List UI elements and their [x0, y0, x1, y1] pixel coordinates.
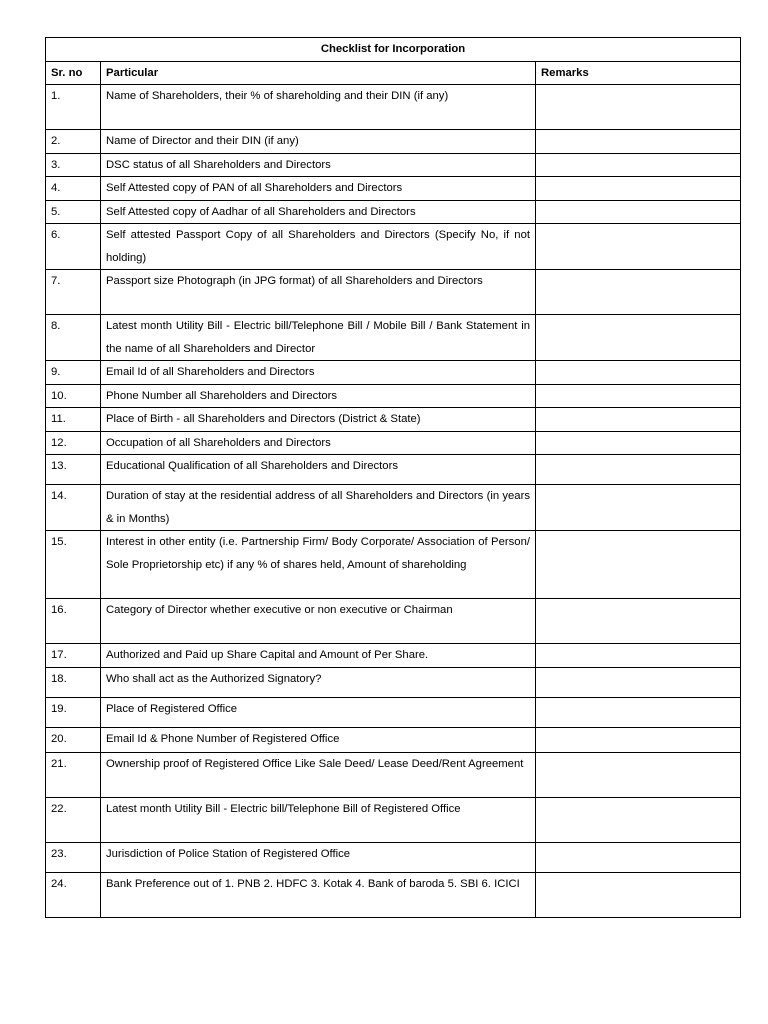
particular-cell: Name of Director and their DIN (if any)	[101, 130, 536, 154]
remarks-cell	[536, 727, 741, 752]
table-row	[46, 644, 741, 668]
particular-cell: Email Id of all Shareholders and Directors	[101, 361, 536, 385]
sr-no-cell: 5.	[46, 200, 101, 224]
sr-no-cell: 3.	[46, 153, 101, 177]
table-row	[46, 85, 741, 130]
particular-cell: Latest month Utility Bill - Electric bill/Telephone Bill of Registered Office	[101, 797, 536, 842]
sr-no-cell: 9.	[46, 361, 101, 385]
sr-no-cell: 12.	[46, 431, 101, 455]
remarks-cell	[536, 315, 741, 361]
sr-no-cell: 2.	[46, 130, 101, 154]
particular-cell: Ownership proof of Registered Office Like Sale Deed/ Lease Deed/Rent Agreement	[101, 752, 536, 797]
table-row	[46, 200, 741, 224]
particular-cell: Authorized and Paid up Share Capital and Amount of Per Share.	[101, 644, 536, 668]
remarks-cell	[536, 361, 741, 385]
particular-cell: Category of Director whether executive or non executive or Chairman	[101, 599, 536, 644]
header-sr-no: Sr. no	[46, 61, 101, 85]
sr-no-cell: 19.	[46, 697, 101, 727]
checklist-title: Checklist for Incorporation	[46, 38, 741, 62]
particular-cell: Jurisdiction of Police Station of Registered Office	[101, 842, 536, 872]
sr-no-cell: 4.	[46, 177, 101, 201]
remarks-cell	[536, 531, 741, 599]
sr-no-cell: 15.	[46, 531, 101, 599]
table-row	[46, 408, 741, 432]
particular-cell: Bank Preference out of 1. PNB 2. HDFC 3. Kotak 4. Bank of baroda 5. SBI 6. ICICI	[101, 872, 536, 917]
particular-cell: Passport size Photograph (in JPG format) of all Shareholders and Directors	[101, 270, 536, 315]
table-row	[46, 599, 741, 644]
sr-no-cell: 23.	[46, 842, 101, 872]
sr-no-cell: 18.	[46, 667, 101, 697]
remarks-cell	[536, 200, 741, 224]
remarks-cell	[536, 797, 741, 842]
particular-cell: Email Id & Phone Number of Registered Office	[101, 727, 536, 752]
table-row	[46, 697, 741, 727]
particular-cell: Place of Registered Office	[101, 697, 536, 727]
remarks-cell	[536, 408, 741, 432]
particular-cell: Self Attested copy of PAN of all Shareholders and Directors	[101, 177, 536, 201]
remarks-cell	[536, 177, 741, 201]
table-row	[46, 455, 741, 485]
particular-cell: Phone Number all Shareholders and Directors	[101, 384, 536, 408]
remarks-cell	[536, 599, 741, 644]
table-row	[46, 270, 741, 315]
remarks-cell	[536, 85, 741, 130]
checklist-table	[45, 37, 741, 918]
title-row	[46, 38, 741, 62]
sr-no-cell: 24.	[46, 872, 101, 917]
table-row	[46, 315, 741, 361]
table-row	[46, 872, 741, 917]
particular-cell: Latest month Utility Bill - Electric bill/Telephone Bill / Mobile Bill / Bank Statement in the name of all Shareholders and Director	[101, 315, 536, 361]
sr-no-cell: 7.	[46, 270, 101, 315]
header-particular: Particular	[101, 61, 536, 85]
table-row	[46, 797, 741, 842]
sr-no-cell: 20.	[46, 727, 101, 752]
header-row	[46, 61, 741, 85]
header-remarks: Remarks	[536, 61, 741, 85]
sr-no-cell: 21.	[46, 752, 101, 797]
particular-cell: Interest in other entity (i.e. Partnership Firm/ Body Corporate/ Association of Person/ Sole Proprietorship etc) if any % of shares held, Amount of shareholding	[101, 531, 536, 599]
particular-cell: Self attested Passport Copy of all Shareholders and Directors (Specify No, if not holding)	[101, 224, 536, 270]
sr-no-cell: 6.	[46, 224, 101, 270]
particular-cell: Occupation of all Shareholders and Directors	[101, 431, 536, 455]
remarks-cell	[536, 384, 741, 408]
table-row	[46, 727, 741, 752]
table-row	[46, 531, 741, 599]
remarks-cell	[536, 485, 741, 531]
sr-no-cell: 17.	[46, 644, 101, 668]
particular-cell: Who shall act as the Authorized Signatory?	[101, 667, 536, 697]
remarks-cell	[536, 224, 741, 270]
particular-cell: Self Attested copy of Aadhar of all Shareholders and Directors	[101, 200, 536, 224]
table-row	[46, 384, 741, 408]
remarks-cell	[536, 842, 741, 872]
table-row	[46, 485, 741, 531]
table-row	[46, 842, 741, 872]
sr-no-cell: 16.	[46, 599, 101, 644]
sr-no-cell: 10.	[46, 384, 101, 408]
table-row	[46, 153, 741, 177]
remarks-cell	[536, 872, 741, 917]
sr-no-cell: 13.	[46, 455, 101, 485]
remarks-cell	[536, 667, 741, 697]
sr-no-cell: 14.	[46, 485, 101, 531]
remarks-cell	[536, 153, 741, 177]
remarks-cell	[536, 752, 741, 797]
table-row	[46, 431, 741, 455]
remarks-cell	[536, 644, 741, 668]
particular-cell: Duration of stay at the residential address of all Shareholders and Directors (in years & in Months)	[101, 485, 536, 531]
table-row	[46, 752, 741, 797]
remarks-cell	[536, 455, 741, 485]
sr-no-cell: 8.	[46, 315, 101, 361]
remarks-cell	[536, 130, 741, 154]
table-row	[46, 177, 741, 201]
remarks-cell	[536, 270, 741, 315]
sr-no-cell: 22.	[46, 797, 101, 842]
sr-no-cell: 11.	[46, 408, 101, 432]
remarks-cell	[536, 431, 741, 455]
table-row	[46, 224, 741, 270]
particular-cell: Name of Shareholders, their % of shareholding and their DIN (if any)	[101, 85, 536, 130]
particular-cell: Place of Birth - all Shareholders and Directors (District & State)	[101, 408, 536, 432]
particular-cell: Educational Qualification of all Shareholders and Directors	[101, 455, 536, 485]
particular-cell: DSC status of all Shareholders and Directors	[101, 153, 536, 177]
table-row	[46, 667, 741, 697]
table-row	[46, 130, 741, 154]
sr-no-cell: 1.	[46, 85, 101, 130]
remarks-cell	[536, 697, 741, 727]
table-row	[46, 361, 741, 385]
